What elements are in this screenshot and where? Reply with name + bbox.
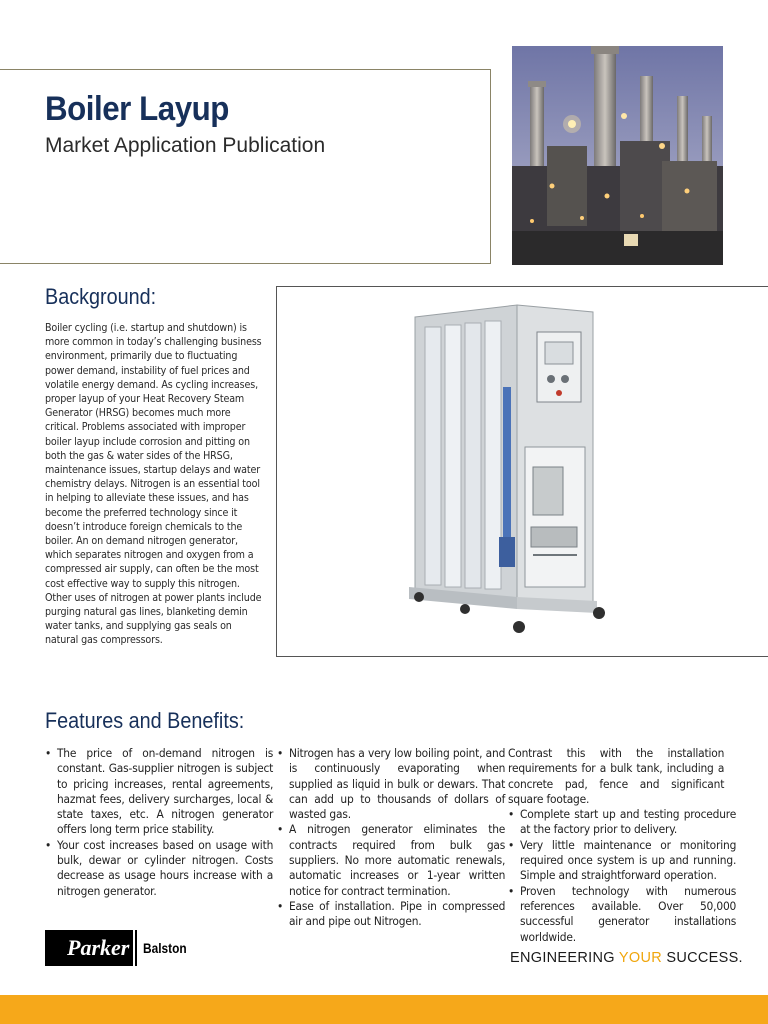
nitrogen-generator-illustration: [277, 287, 768, 656]
page-subtitle: Market Application Publication: [45, 134, 326, 157]
page-title: Boiler Layup: [45, 90, 229, 128]
power-plant-photo: [512, 46, 723, 265]
feature-item: • Your cost increases based on usage with bulk, dewar or cylinder nitrogen. Costs decrease as usage hours increase with a nitrogen generator.: [45, 838, 273, 899]
tagline-your: YOUR: [618, 950, 662, 966]
feature-item: • Nitrogen has a very low boiling point, and is continuously evaporating when supplied as liquid in bulk or dewars. That can add up to thousands of dollars of wasted gas.: [277, 746, 505, 822]
background-paragraph: Boiler cycling (i.e. startup and shutdown) is more common in today’s challenging business environment, primarily due to fluctuating power demand, instability of fuel prices and volatile energy demand. As cycling increases, proper layup of your Heat Recovery Steam Generator (HRSG) becomes much more critical. Problems associated with improper boiler layup include corrosion and pitting on both the gas & water sides of the HRSG, maintenance issues, startup delays and water chemistry delays. Nitrogen is an essential tool in helping to alleviate these issues, and has become the preferred technology since it doesn’t introduce foreign chemicals to the boiler. An on demand nitrogen generator, which separates nitrogen and oxygen from a compressed air supply, can often be the most cost effective way to supply this nitrogen. Other uses of nitrogen at power plants include purging natural gas lines, blanketing demin water tanks, and supplying gas seals on natural gas compressors.: [45, 322, 262, 647]
feature-continuation: Contrast this with the installation requirements for a bulk tank, including a concrete pad, fence and significant square footage.: [508, 746, 725, 806]
tagline-engineering: ENGINEERING: [510, 950, 615, 966]
nitrogen-generator-figure: [276, 286, 768, 657]
feature-item: • Complete start up and testing procedure at the factory prior to delivery.: [508, 807, 736, 838]
features-heading: Features and Benefits:: [45, 708, 245, 733]
features-column-1: [45, 746, 274, 899]
feature-item: • Proven technology with numerous references available. Over 50,000 successful generator installations worldwide.: [508, 884, 736, 945]
feature-item: • Very little maintenance or monitoring required once system is up and running. Simple and straightforward operation.: [508, 838, 736, 884]
features-column-3: [508, 746, 737, 945]
engineering-your-success-tagline: [510, 950, 743, 966]
feature-item: • Ease of installation. Pipe in compressed air and pipe out Nitrogen.: [277, 899, 505, 930]
balston-wordmark: Balston: [143, 940, 187, 956]
feature-item: • A nitrogen generator eliminates the contracts required from bulk gas suppliers. No more automatic renewals, automatic increases or 1-year written notice for contract termination.: [277, 822, 505, 898]
features-column-2: [277, 746, 506, 930]
parker-wordmark: Parker: [65, 930, 133, 966]
footer-accent-bar: [0, 995, 768, 1024]
feature-item: • The price of on-demand nitrogen is constant. Gas-supplier nitrogen is subject to pricing increases, rental agreements, hazmat fees, delivery surcharges, local & state taxes, etc. A nitrogen generator offers long term price stability.: [45, 746, 273, 838]
parker-hex-icon: [45, 930, 67, 966]
parker-balston-logo: [45, 930, 195, 966]
tagline-success: SUCCESS.: [666, 950, 743, 966]
background-heading: Background:: [45, 284, 157, 309]
